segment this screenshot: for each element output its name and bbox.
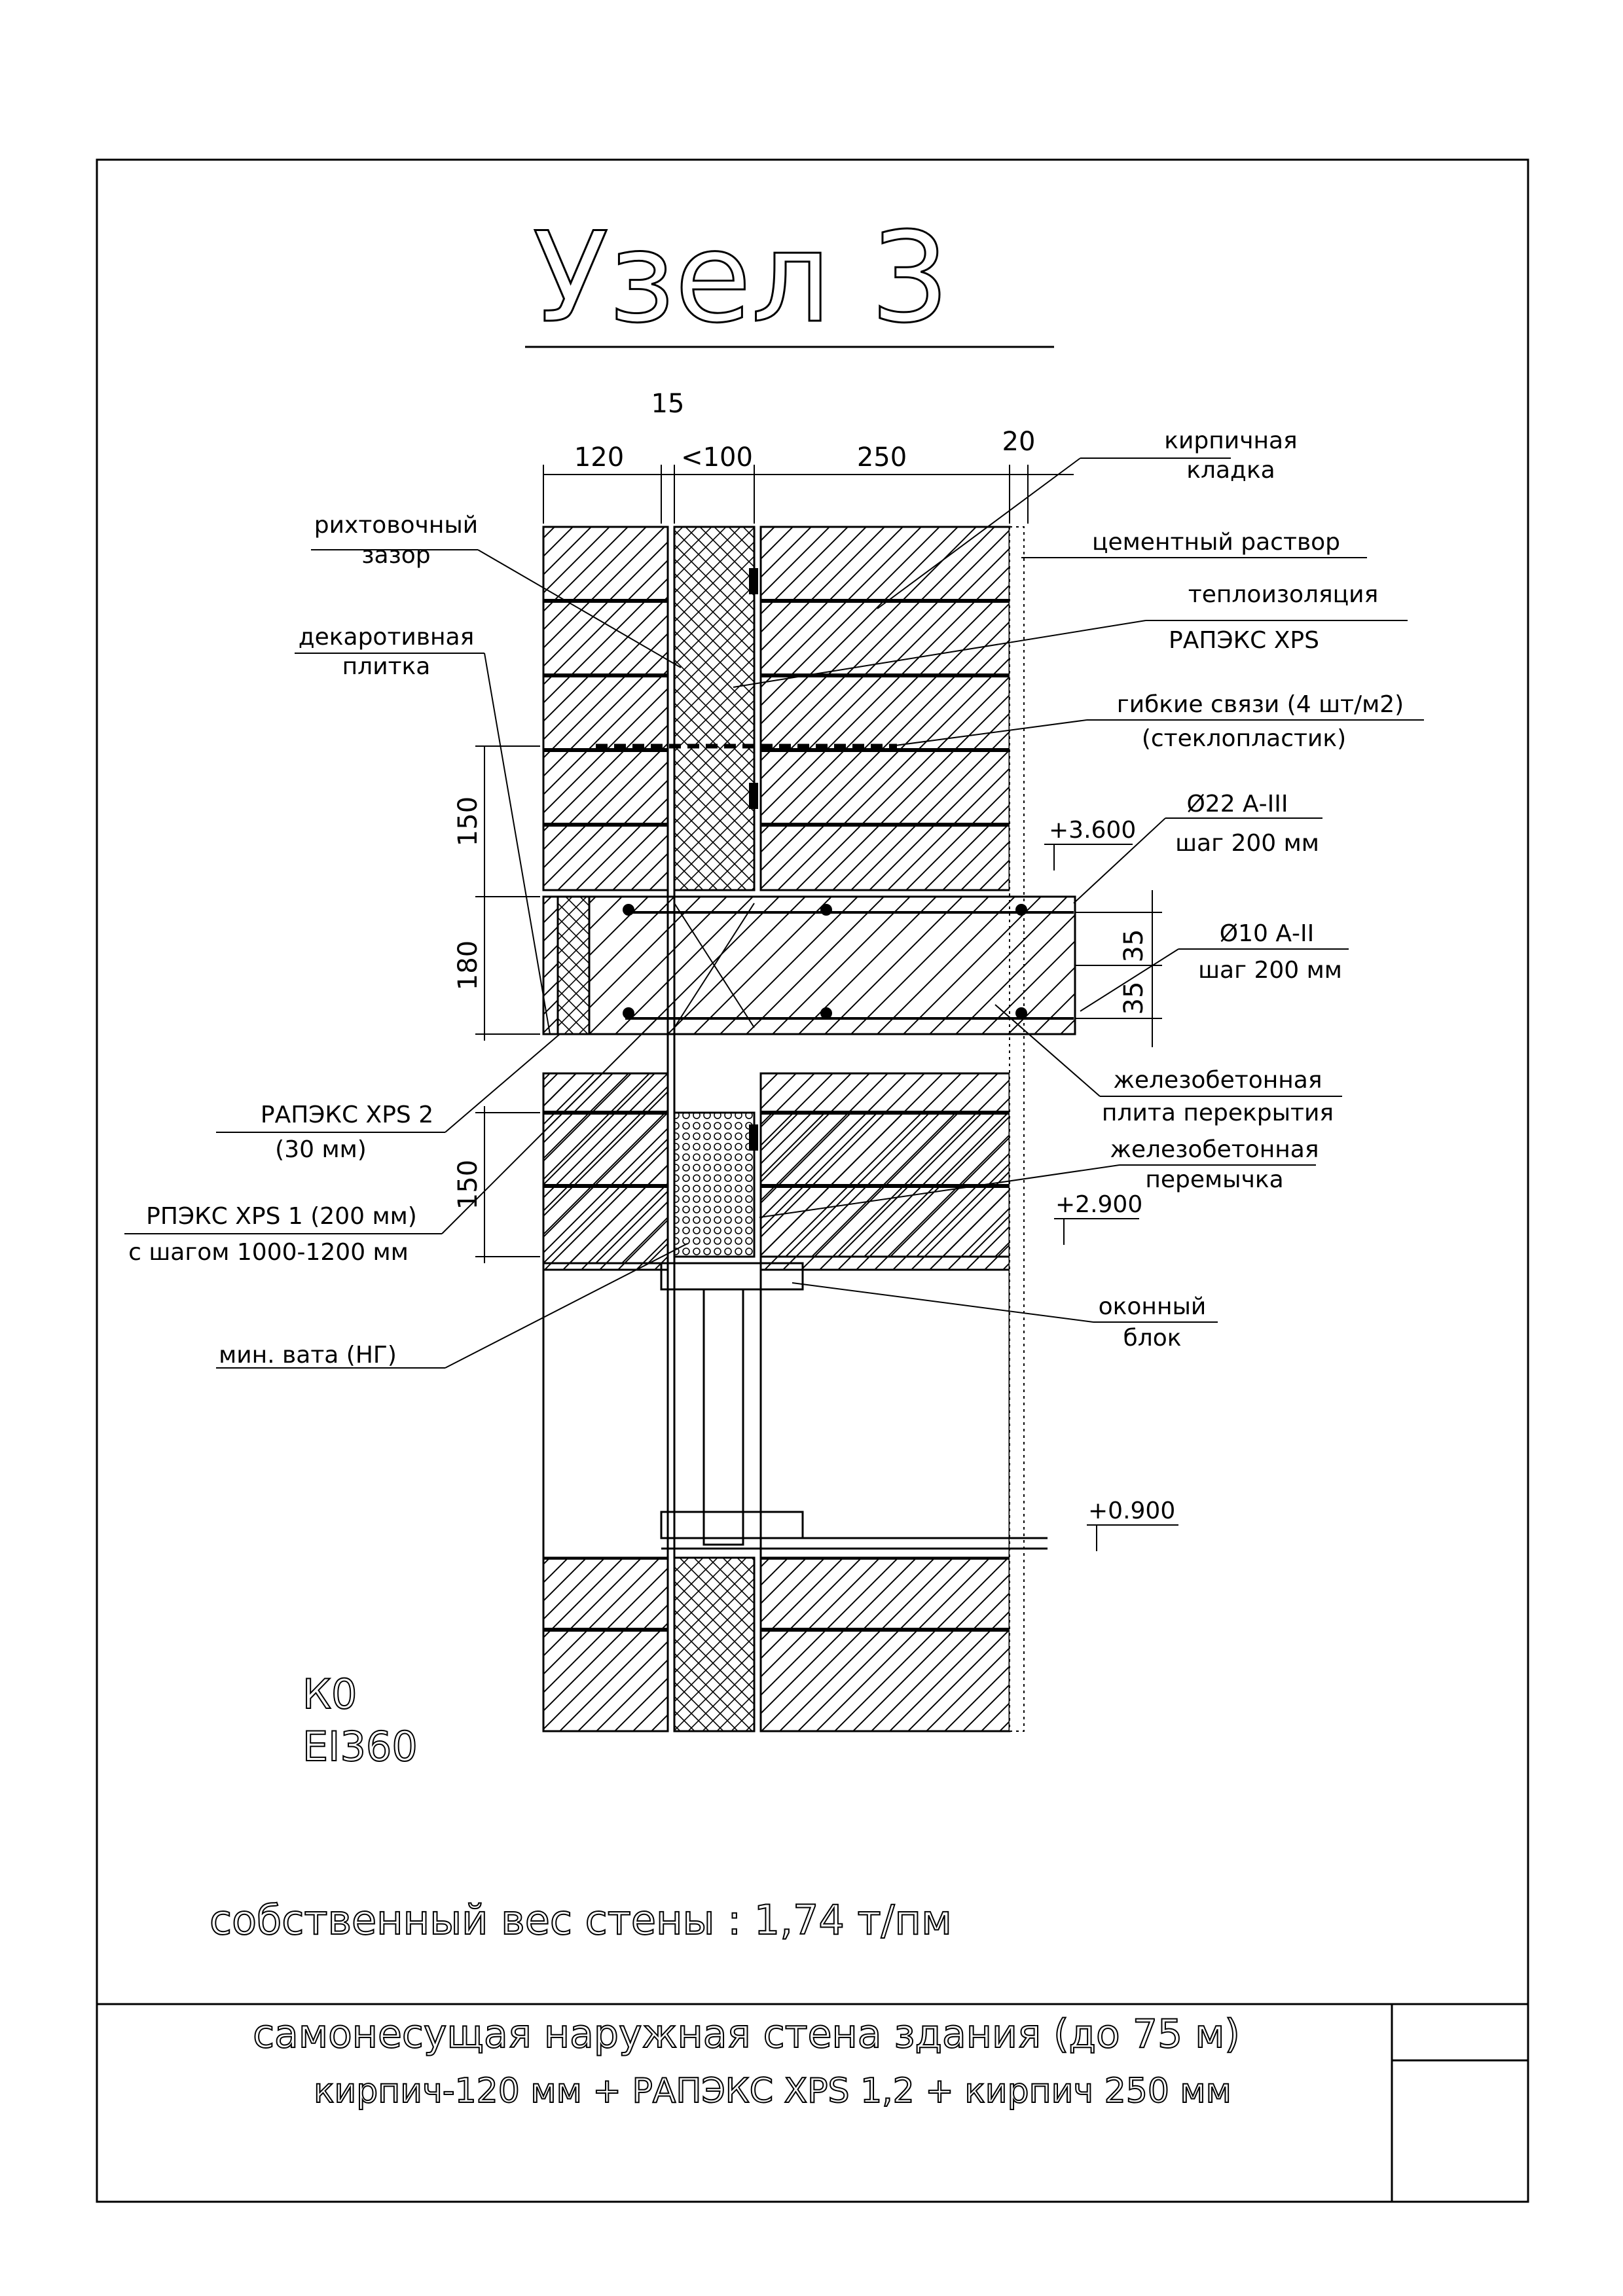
level-2900: +2.900 [1055, 1191, 1143, 1218]
label-gap-2: зазор [361, 542, 431, 569]
fire-class-k: К0 [302, 1670, 357, 1718]
label-wool: мин. вата (НГ) [219, 1342, 397, 1369]
label-tile-2: плитка [342, 653, 431, 680]
label-xps2-1: РАПЭКС XPS 2 [260, 1102, 434, 1128]
label-window-1: оконный [1098, 1293, 1207, 1320]
label-rebar10-1: Ø10 А-II [1219, 920, 1315, 947]
dim-15: 15 [651, 389, 685, 419]
dim-250: 250 [856, 442, 907, 473]
label-slab-1: железобетонная [1113, 1067, 1322, 1094]
stamp-line-1: самонесущая наружная стена здания (до 75 м) [253, 2011, 1240, 2057]
outer-brick-wythe [543, 527, 668, 1731]
dim-120: 120 [574, 442, 625, 473]
label-masonry-1: кирпичная [1164, 427, 1298, 454]
dim-35-bottom: 35 [1119, 981, 1149, 1015]
dim-150-upper: 150 [453, 796, 483, 847]
cement-render-layer [1010, 527, 1024, 1731]
label-rebar22-2: шаг 200 мм [1175, 830, 1319, 857]
label-ties-1: гибкие связи (4 шт/м2) [1116, 691, 1404, 718]
label-masonry-2: кладка [1186, 457, 1275, 484]
label-ties-2: (стеклопластик) [1141, 725, 1347, 752]
label-rebar10-2: шаг 200 мм [1198, 957, 1342, 984]
label-xps2-2: (30 мм) [275, 1136, 367, 1163]
level-0900: +0.900 [1088, 1498, 1176, 1524]
label-window-2: блок [1123, 1325, 1182, 1352]
drawing-title: Узел 3 [532, 206, 950, 350]
insulation-xps-lower [674, 1558, 754, 1731]
dim-20: 20 [1002, 427, 1036, 457]
label-insulation-1: теплоизоляция [1188, 581, 1379, 608]
fire-class-ei: EI360 [302, 1723, 418, 1770]
label-lintel-1: железобетонная [1110, 1136, 1319, 1163]
stamp-line-2: кирпич-120 мм + РАПЭКС XPS 1,2 + кирпич 250 мм [314, 2072, 1231, 2111]
inner-brick-wythe [761, 527, 1010, 1731]
dim-150-lower: 150 [453, 1159, 483, 1210]
dim-35-top: 35 [1119, 929, 1149, 963]
dim-100: <100 [681, 442, 753, 473]
label-rebar22-1: Ø22 А-III [1186, 791, 1288, 817]
decorative-tile [543, 897, 558, 1034]
label-xps1-1: РПЭКС XPS 1 (200 мм) [146, 1203, 417, 1230]
mineral-wool [674, 1113, 754, 1257]
label-lintel-2: перемычка [1145, 1166, 1284, 1193]
label-mortar: цементный раствор [1092, 529, 1341, 556]
label-gap-1: рихтовочный [314, 512, 479, 539]
label-xps1-2: с шагом 1000-1200 мм [128, 1239, 409, 1266]
rc-floor-slab [589, 897, 1075, 1034]
label-insulation-2: РАПЭКС XPS [1169, 627, 1319, 654]
label-tile-1: декаротивная [298, 624, 475, 651]
insulation-xps [674, 527, 754, 890]
level-3600: +3.600 [1049, 817, 1137, 844]
dim-180: 180 [453, 940, 483, 991]
xps-edge-strip [558, 897, 589, 1034]
wall-weight-note: собственный вес стены : 1,74 т/пм [210, 1896, 952, 1944]
label-slab-2: плита перекрытия [1101, 1100, 1334, 1126]
